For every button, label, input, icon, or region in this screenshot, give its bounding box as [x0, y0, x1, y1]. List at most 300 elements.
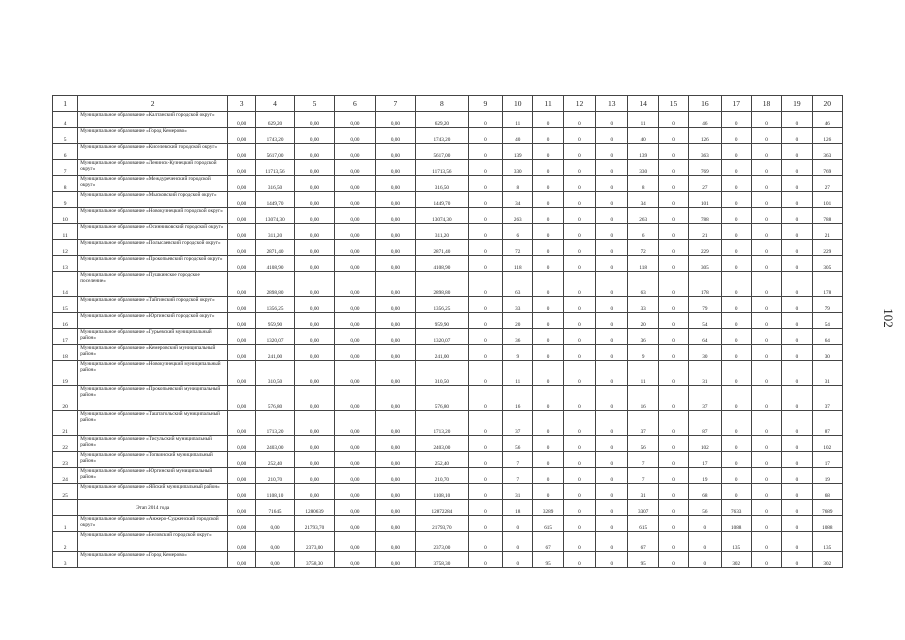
table-cell: Этап 2014 года [78, 500, 228, 516]
table-row [53, 552, 843, 568]
table-cell: 0 [658, 192, 688, 208]
table-cell: 7 [628, 452, 658, 468]
table-cell: 0 [751, 313, 781, 329]
table-cell: 2373,00 [416, 532, 469, 552]
table-cell: 1743,20 [256, 128, 294, 144]
table-cell: Муниципальное образование «Тисульский муниципальный район» [78, 436, 228, 452]
table-cell: 21793,70 [294, 516, 334, 532]
table-cell: 8 [628, 176, 658, 192]
table-row [53, 532, 843, 552]
table-cell: 0,00 [375, 484, 415, 500]
table-row [53, 468, 843, 484]
table-cell: 0 [596, 484, 628, 500]
table-cell: 5617,00 [256, 144, 294, 160]
table-cell: 0 [721, 128, 751, 144]
table-cell: 0 [533, 468, 563, 484]
table-cell: 0,00 [227, 436, 255, 452]
table-cell: 252,40 [256, 452, 294, 468]
table-cell: 0 [782, 329, 812, 345]
table-cell [53, 500, 78, 516]
table-cell: 0 [721, 176, 751, 192]
table-cell: 0 [563, 176, 595, 192]
table-cell: 0,00 [227, 361, 255, 386]
table-row [53, 345, 843, 361]
table-row [53, 386, 843, 411]
table-cell: 0 [533, 313, 563, 329]
table-row [53, 313, 843, 329]
table-cell: 0,00 [227, 329, 255, 345]
table-cell: 0 [563, 436, 595, 452]
table-cell: 34 [628, 192, 658, 208]
column-header: 19 [782, 96, 812, 112]
table-cell: 0 [782, 176, 812, 192]
table-cell: 1320,07 [256, 329, 294, 345]
table-cell: 0 [721, 468, 751, 484]
table-row [53, 452, 843, 468]
table-cell: 0 [751, 256, 781, 272]
table-cell: 0,00 [335, 552, 375, 568]
column-header: 11 [533, 96, 563, 112]
table-cell: 0,00 [227, 386, 255, 411]
table-cell: 37 [812, 386, 842, 411]
table-cell: 0 [658, 224, 688, 240]
table-cell: 0,00 [256, 516, 294, 532]
table-cell: 0,00 [227, 411, 255, 436]
table-cell: 0 [563, 144, 595, 160]
table-cell: 0 [658, 144, 688, 160]
column-header: 18 [751, 96, 781, 112]
table-cell: 0,00 [256, 532, 294, 552]
table-cell: 0 [596, 436, 628, 452]
table-cell: 0,00 [375, 361, 415, 386]
table-cell: 2871,40 [416, 240, 469, 256]
table-cell: 135 [812, 532, 842, 552]
table-cell: 13074,30 [416, 208, 469, 224]
table-cell: 0 [751, 329, 781, 345]
table-cell: 0 [468, 532, 502, 552]
table-cell: 0 [782, 386, 812, 411]
table-cell: 17 [53, 329, 78, 345]
table-cell: 252,40 [416, 452, 469, 468]
table-cell: 7 [628, 468, 658, 484]
table-cell: 178 [812, 272, 842, 297]
table-cell: 0,00 [294, 468, 334, 484]
table-cell: 0,00 [256, 552, 294, 568]
table-cell: 0 [751, 112, 781, 128]
table-cell: 1743,20 [416, 128, 469, 144]
table-cell: 33 [628, 297, 658, 313]
table-cell: 0,00 [294, 436, 334, 452]
table-cell: 1449,70 [416, 192, 469, 208]
table-cell: 0,00 [227, 176, 255, 192]
table-cell: 0 [721, 224, 751, 240]
table-cell: 1713,20 [256, 411, 294, 436]
table-cell: 0,00 [335, 386, 375, 411]
table-cell: 0,00 [227, 452, 255, 468]
table-cell: 0,00 [294, 256, 334, 272]
table-cell: 16 [503, 386, 533, 411]
table-cell: 102 [812, 436, 842, 452]
table-cell: 0 [533, 112, 563, 128]
table-cell: 0 [533, 361, 563, 386]
table-cell: 0 [563, 345, 595, 361]
table-cell: 0 [596, 361, 628, 386]
table-cell: 36 [503, 329, 533, 345]
table-cell: 21793,70 [416, 516, 469, 532]
table-cell: 126 [812, 128, 842, 144]
table-cell: 0,00 [375, 160, 415, 176]
table-cell: 0,00 [375, 256, 415, 272]
table-cell: 0,00 [294, 411, 334, 436]
table-cell: 0 [658, 272, 688, 297]
table-cell: 0 [596, 192, 628, 208]
table-cell: 0 [533, 208, 563, 224]
table-cell: 0,00 [335, 436, 375, 452]
table-cell: 1088 [812, 516, 842, 532]
table-cell: 118 [503, 256, 533, 272]
table-cell: 27 [689, 176, 721, 192]
table-cell: 0 [751, 411, 781, 436]
table-cell: 37 [503, 411, 533, 436]
table-cell: Муниципальное образование «Осинниковский городской округ» [78, 224, 228, 240]
table-cell: 72 [503, 240, 533, 256]
table-cell: 0,00 [335, 224, 375, 240]
table-cell: 769 [689, 160, 721, 176]
table-cell: 31 [689, 361, 721, 386]
table-cell: Муниципальное образование «Новокузнецкий городской округ» [78, 208, 228, 224]
table-cell: 46 [689, 112, 721, 128]
table-cell: 0,00 [375, 272, 415, 297]
table-cell: 0 [751, 484, 781, 500]
table-cell: 2898,80 [256, 272, 294, 297]
table-cell: 0,00 [335, 112, 375, 128]
table-cell: 0 [782, 240, 812, 256]
table-cell: Муниципальное образование «Гурьевский муниципальный район» [78, 329, 228, 345]
table-cell: 0 [468, 128, 502, 144]
table-cell: 21 [812, 224, 842, 240]
table-cell: 769 [812, 160, 842, 176]
table-cell: 101 [689, 192, 721, 208]
table-cell: 0 [721, 297, 751, 313]
table-row [53, 361, 843, 386]
table-cell: 0 [468, 192, 502, 208]
table-cell: 0 [468, 386, 502, 411]
table-cell: 0 [468, 411, 502, 436]
column-header: 7 [375, 96, 415, 112]
table-cell: 0 [533, 452, 563, 468]
table-row [53, 128, 843, 144]
table-cell: 0 [782, 468, 812, 484]
table-cell: 0,00 [335, 192, 375, 208]
table-cell: 68 [689, 484, 721, 500]
table-cell: 363 [812, 144, 842, 160]
table-cell: 0 [689, 516, 721, 532]
table-cell: 8 [503, 176, 533, 192]
table-cell: 0,00 [375, 224, 415, 240]
table-cell: 0 [721, 361, 751, 386]
table-cell: 1 [53, 516, 78, 532]
table-cell: 0 [658, 256, 688, 272]
table-cell: 0 [689, 532, 721, 552]
table-cell: 7 [503, 452, 533, 468]
table-cell: 18 [503, 500, 533, 516]
table-cell: 788 [689, 208, 721, 224]
table-cell: 0 [721, 272, 751, 297]
table-cell: 0 [658, 128, 688, 144]
table-cell: 0 [782, 224, 812, 240]
table-cell: Муниципальное образование «Город Кемерово» [78, 128, 228, 144]
column-header: 8 [416, 96, 469, 112]
table-cell: 629,20 [256, 112, 294, 128]
table-cell: 63 [628, 272, 658, 297]
table-cell: 615 [628, 516, 658, 532]
table-cell: 6 [53, 144, 78, 160]
column-header: 12 [563, 96, 595, 112]
table-cell: 0 [658, 112, 688, 128]
table-cell: 0 [782, 297, 812, 313]
table-cell: 0,00 [227, 272, 255, 297]
table-row [53, 436, 843, 452]
table-cell: 0 [751, 224, 781, 240]
table-cell: 102 [689, 436, 721, 452]
table-cell: 0 [563, 297, 595, 313]
table-cell: 56 [689, 500, 721, 516]
table-cell: 0 [721, 160, 751, 176]
table-cell: 0,00 [375, 436, 415, 452]
table-cell: 0,00 [227, 256, 255, 272]
table-cell: 0 [658, 208, 688, 224]
table-cell: 0,00 [227, 144, 255, 160]
table-cell: 0 [751, 144, 781, 160]
column-header: 10 [503, 96, 533, 112]
table-cell: 0 [596, 532, 628, 552]
table-cell: 310,50 [256, 361, 294, 386]
table-cell: 1108,10 [416, 484, 469, 500]
table-cell: 0,00 [335, 411, 375, 436]
table-cell: 0,00 [294, 192, 334, 208]
table-cell: 0 [658, 361, 688, 386]
table-cell: 0 [658, 468, 688, 484]
table-cell: 2403,00 [416, 436, 469, 452]
table-cell: 0 [751, 552, 781, 568]
table-cell: 3 [53, 552, 78, 568]
table-cell: 72 [628, 240, 658, 256]
table-cell: 0 [468, 208, 502, 224]
table-cell: 3289 [533, 500, 563, 516]
table-cell: 0 [563, 411, 595, 436]
table-cell: 0 [563, 112, 595, 128]
table-cell: 9 [628, 345, 658, 361]
table-cell: 0 [751, 128, 781, 144]
table-cell: 0 [658, 160, 688, 176]
table-cell: 0 [468, 256, 502, 272]
table-cell: 4 [53, 112, 78, 128]
table-cell: 1449,70 [256, 192, 294, 208]
table-cell: 0 [751, 468, 781, 484]
table-cell: 0 [533, 272, 563, 297]
table-cell: 14 [53, 272, 78, 297]
table-cell: 0,00 [335, 516, 375, 532]
table-cell: 0 [596, 411, 628, 436]
table-row [53, 176, 843, 192]
table-cell: 0 [658, 329, 688, 345]
table-cell: 0,00 [227, 240, 255, 256]
table-cell: 0 [596, 144, 628, 160]
table-cell: 15 [53, 297, 78, 313]
table-cell: Муниципальное образование «Юргинский муниципальный район» [78, 468, 228, 484]
table-cell: 4108,90 [416, 256, 469, 272]
column-header: 14 [628, 96, 658, 112]
table-cell: Муниципальное образование «Мысковский городской округ» [78, 192, 228, 208]
table-cell: 6 [503, 224, 533, 240]
table-cell: 24 [53, 468, 78, 484]
table-cell: 0,00 [375, 176, 415, 192]
table-row [53, 160, 843, 176]
table-cell: 0 [533, 297, 563, 313]
table-cell: 25 [53, 484, 78, 500]
table-cell: 0,00 [335, 329, 375, 345]
table-cell: Муниципальное образование «Беловский городской округ» [78, 532, 228, 552]
table-row [53, 192, 843, 208]
table-cell: 0 [782, 272, 812, 297]
table-cell: 0 [596, 386, 628, 411]
table-cell: 0,00 [335, 160, 375, 176]
table-cell: 0 [596, 160, 628, 176]
table-cell: 79 [812, 297, 842, 313]
table-cell: 0 [782, 160, 812, 176]
table-cell: 0 [751, 386, 781, 411]
table-cell: 17 [689, 452, 721, 468]
table-cell: 0 [751, 208, 781, 224]
table-cell: 0,00 [375, 208, 415, 224]
table-cell: 629,20 [416, 112, 469, 128]
table-cell: 95 [533, 552, 563, 568]
table-cell: 0 [751, 436, 781, 452]
column-header: 17 [721, 96, 751, 112]
table-cell: 0 [596, 552, 628, 568]
table-cell: 0,00 [294, 345, 334, 361]
table-cell: 1088 [721, 516, 751, 532]
table-cell: 34 [503, 192, 533, 208]
table-cell: Муниципальное образование «Тайгинский городской округ» [78, 297, 228, 313]
table-cell: 0 [596, 224, 628, 240]
table-cell: Муниципальное образование «Город Кемерово» [78, 552, 228, 568]
table-cell: 0,00 [335, 484, 375, 500]
table-cell: 1356,25 [416, 297, 469, 313]
table-cell: 0 [563, 468, 595, 484]
table-cell: 0,00 [335, 272, 375, 297]
column-header: 5 [294, 96, 334, 112]
table-cell: 20 [628, 313, 658, 329]
table-cell: 0,00 [335, 240, 375, 256]
table-cell: 0 [563, 532, 595, 552]
table-cell: 87 [689, 411, 721, 436]
table-cell: 0,00 [294, 112, 334, 128]
table-cell: 0 [782, 112, 812, 128]
table-cell: 0 [468, 552, 502, 568]
table-cell: 71645 [256, 500, 294, 516]
table-cell: 20 [503, 313, 533, 329]
table-cell: 27 [812, 176, 842, 192]
column-header: 4 [256, 96, 294, 112]
table-cell: 0 [533, 411, 563, 436]
table-cell: 0,00 [375, 532, 415, 552]
table-cell: 959,90 [256, 313, 294, 329]
table-cell: 54 [812, 313, 842, 329]
table-cell: 0 [563, 516, 595, 532]
table-cell: Муниципальное образование «Полысаевский городской округ» [78, 240, 228, 256]
table-cell: 0 [782, 361, 812, 386]
table-cell: 0 [751, 192, 781, 208]
table-cell: 0 [658, 532, 688, 552]
table-cell: 0,00 [335, 361, 375, 386]
table-cell: 30 [812, 345, 842, 361]
table-cell: 0,00 [294, 240, 334, 256]
table-cell: 31 [628, 484, 658, 500]
table-cell: 1108,10 [256, 484, 294, 500]
table-cell: 21 [53, 411, 78, 436]
table-cell: 0 [468, 516, 502, 532]
table-cell: 0 [468, 484, 502, 500]
table-cell: 0 [563, 240, 595, 256]
table-cell: 0,00 [335, 532, 375, 552]
table-cell: 0 [658, 345, 688, 361]
table-cell: 0 [751, 516, 781, 532]
table-cell: Муниципальное образование «Прокопьевский городской округ» [78, 256, 228, 272]
table-row [53, 272, 843, 297]
table-cell: 16 [53, 313, 78, 329]
table-cell: 22 [53, 436, 78, 452]
table-cell: 12872284 [416, 500, 469, 516]
table-cell: 0 [468, 160, 502, 176]
table-cell: 0 [721, 329, 751, 345]
table-cell: 13 [53, 256, 78, 272]
column-header: 9 [468, 96, 502, 112]
table-cell: 305 [689, 256, 721, 272]
table-cell: 0,00 [294, 272, 334, 297]
table-cell: 0 [563, 329, 595, 345]
table-cell: 13074,30 [256, 208, 294, 224]
table-cell: 0,00 [294, 208, 334, 224]
table-cell: 0,00 [335, 500, 375, 516]
table-cell: 311,20 [416, 224, 469, 240]
table-cell: 36 [628, 329, 658, 345]
table-cell: 0 [782, 452, 812, 468]
table-cell: 0 [468, 436, 502, 452]
table-cell: 0,00 [335, 452, 375, 468]
table-cell: 7 [53, 160, 78, 176]
table-cell: 11 [503, 112, 533, 128]
table-cell: 0 [596, 272, 628, 297]
table-cell: 37 [628, 411, 658, 436]
table-cell: 0 [751, 240, 781, 256]
table-cell: 11713,56 [256, 160, 294, 176]
table-cell: 0,00 [375, 516, 415, 532]
table-cell: 0,00 [375, 329, 415, 345]
table-cell: 6 [628, 224, 658, 240]
table-cell: 0 [658, 452, 688, 468]
table-cell: 3758,30 [416, 552, 469, 568]
table-cell: Муниципальное образование «Анжеро-Судженский городской округ» [78, 516, 228, 532]
table-cell: 0,00 [227, 224, 255, 240]
table-cell: 2898,80 [416, 272, 469, 297]
table-cell: 0 [596, 516, 628, 532]
table-cell: 0 [751, 532, 781, 552]
table-cell: 40 [628, 128, 658, 144]
table-cell: 0 [596, 297, 628, 313]
table-cell: 54 [689, 313, 721, 329]
table-cell: 0 [751, 160, 781, 176]
